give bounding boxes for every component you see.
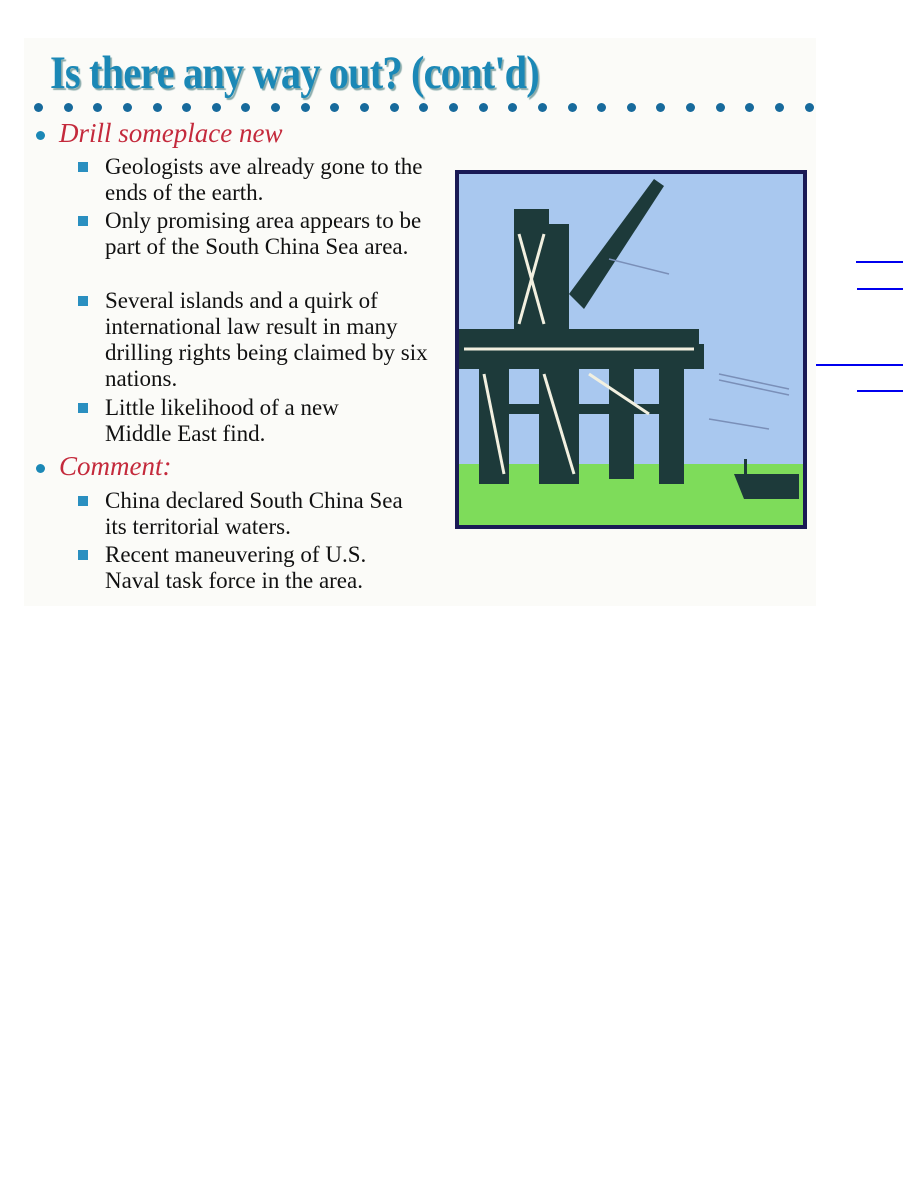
bullet-text: China declared South China Sea its territorial waters. xyxy=(105,488,403,539)
square-bullet-icon xyxy=(78,496,88,506)
divider-dot xyxy=(182,103,191,112)
list-item xyxy=(78,488,418,540)
bullet-text: Recent maneuvering of U.S. Naval task force in the area. xyxy=(105,542,367,593)
heading-text: Drill someplace new xyxy=(59,118,283,148)
bullet-text: Geologists ave already gone to the ends of the earth. xyxy=(105,154,423,205)
divider-dot xyxy=(508,103,517,112)
list-item xyxy=(78,542,418,594)
divider-dot xyxy=(241,103,250,112)
slide-title: Is there any way out? (cont'd) xyxy=(50,47,539,99)
divider-dot xyxy=(301,103,310,112)
oil-rig-image xyxy=(455,170,807,529)
link[interactable] xyxy=(816,364,903,366)
bullet-text: Several islands and a quirk of international law result in many drilling rights being claimed by six nations. xyxy=(105,288,428,391)
heading-text: Comment: xyxy=(59,451,172,481)
divider-dot xyxy=(419,103,428,112)
dotted-divider xyxy=(34,103,814,113)
divider-dot xyxy=(271,103,280,112)
divider-dot xyxy=(64,103,73,112)
divider-dot xyxy=(597,103,606,112)
divider-dot xyxy=(34,103,43,112)
divider-dot xyxy=(686,103,695,112)
square-bullet-icon xyxy=(78,550,88,560)
list-item xyxy=(78,154,438,206)
divider-dot xyxy=(568,103,577,112)
list-item xyxy=(78,395,408,447)
divider-dot xyxy=(153,103,162,112)
divider-dot xyxy=(390,103,399,112)
link[interactable] xyxy=(857,288,903,290)
divider-dot xyxy=(745,103,754,112)
bullet-text: Little likelihood of a new Middle East find. xyxy=(105,395,339,446)
divider-dot xyxy=(212,103,221,112)
divider-dot xyxy=(775,103,784,112)
square-bullet-icon xyxy=(78,403,88,413)
divider-dot xyxy=(716,103,725,112)
bullet-icon xyxy=(36,464,45,473)
link[interactable] xyxy=(856,261,903,263)
section-heading xyxy=(36,118,282,149)
divider-dot xyxy=(656,103,665,112)
link[interactable] xyxy=(857,390,903,392)
bullet-text: Only promising area appears to be part of the South China Sea area. xyxy=(105,208,422,259)
list-item xyxy=(78,208,448,260)
divider-dot xyxy=(805,103,814,112)
square-bullet-icon xyxy=(78,296,88,306)
list-item xyxy=(78,288,428,392)
bullet-icon xyxy=(36,131,45,140)
square-bullet-icon xyxy=(78,162,88,172)
divider-dot xyxy=(93,103,102,112)
divider-dot xyxy=(479,103,488,112)
section-heading xyxy=(36,451,171,482)
divider-dot xyxy=(330,103,339,112)
divider-dot xyxy=(627,103,636,112)
divider-dot xyxy=(123,103,132,112)
slide xyxy=(24,38,816,606)
divider-dot xyxy=(538,103,547,112)
divider-dot xyxy=(360,103,369,112)
oil-rig-illustration xyxy=(459,174,803,525)
divider-dot xyxy=(449,103,458,112)
square-bullet-icon xyxy=(78,216,88,226)
